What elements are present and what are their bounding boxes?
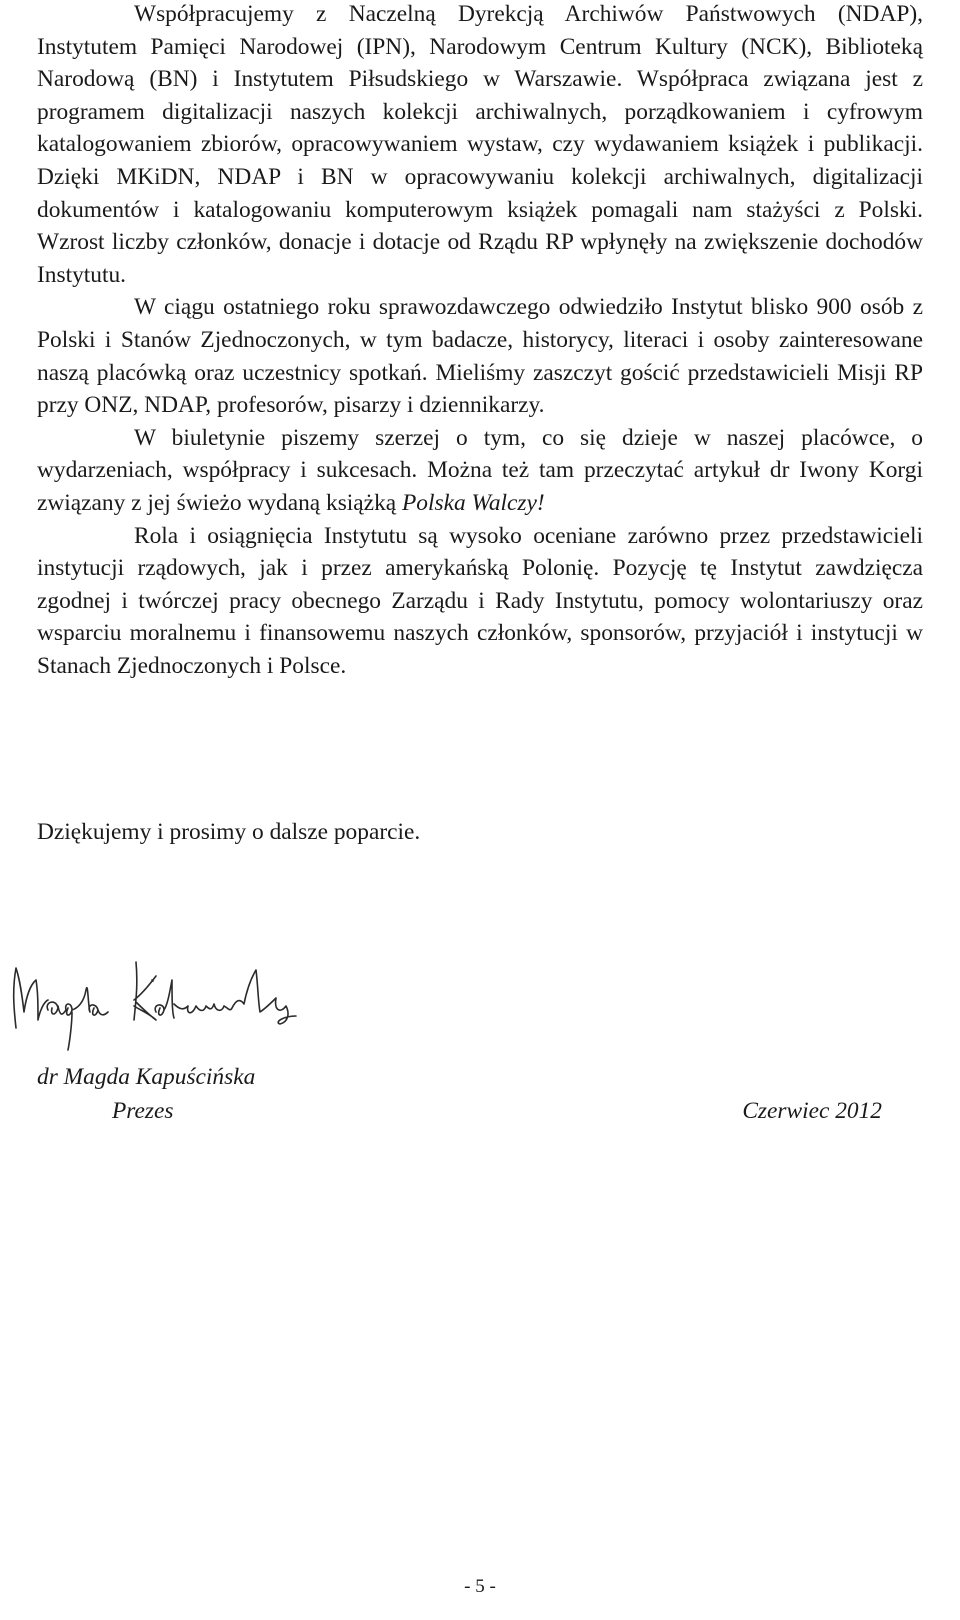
signatory-title: Prezes [112, 1098, 174, 1124]
page-number: - 5 - [464, 1576, 496, 1597]
paragraph-text: W ciągu ostatniego roku sprawozdawczego odwiedziło Instytut blisko 900 osób z Polski i Stanów Zjednoczonych, w tym badacze, historycy, literaci i osoby zainteresowane naszą placówką oraz uczestnicy spotkań. Mieliśmy zaszczyt gościć przedstawicieli Misji RP przy ONZ, NDAP, profesorów, pisarzy i dziennikarzy. [37, 294, 923, 419]
paragraph-bulletin [37, 422, 923, 520]
paragraph-cooperation [37, 0, 923, 291]
paragraph-text: W biuletynie piszemy szerzej o tym, co się dzieje w naszej placówce, o wydarzeniach, współpracy i sukcesach. Można też tam przeczytać artykuł dr Iwony Korgi związany z jej świeżo wydaną książką [37, 424, 923, 516]
handwritten-signature [0, 950, 320, 1060]
letter-body [37, 0, 923, 682]
closing-line: Dziękujemy i prosimy o dalsze poparcie. [37, 819, 421, 845]
paragraph-text: Współpracujemy z Naczelną Dyrekcją Archiwów Państwowych (NDAP), Instytutem Pamięci Narodowej (IPN), Narodowym Centrum Kultury (NCK), Biblioteką Narodową (BN) i Instytutem Piłsudskiego w Warszawie. Współpraca związana jest z programem digitalizacji naszych kolekcji archiwalnych, porządkowaniem i cyfrowym katalogowaniem zbiorów, opracowywaniem wystaw, czy wydawaniem książek i publikacji. Dzięki MKiDN, NDAP i BN w opracowywaniu kolekcji archiwalnych, digitalizacji dokumentów i katalogowaniu komputerowym książek pomagali nam stażyści z Polski. Wzrost liczby członków, donacje i dotacje od Rządu RP wpłynęły na zwiększenie dochodów Instytutu. [37, 1, 923, 288]
letter-date: Czerwiec 2012 [742, 1098, 882, 1124]
paragraph-text: Rola i osiągnięcia Instytutu są wysoko oceniane zarówno przez przedstawicieli instytucji rządowych, jak i przez amerykańską Polonię. Pozycję tę Instytut zawdzięcza zgodnej i twórczej pracy obecnego Zarządu i Rady Instytutu, pomocy wolontariuszy oraz wsparciu moralnemu i finansowemu naszych członków, sponsorów, przyjaciół i instytucji w Stanach Zjednoczonych i Polsce. [37, 522, 923, 679]
book-title: Polska Walczy! [402, 489, 545, 516]
paragraph-achievements [37, 520, 923, 683]
paragraph-visitors [37, 291, 923, 421]
signatory-name: dr Magda Kapuścińska [37, 1064, 256, 1090]
